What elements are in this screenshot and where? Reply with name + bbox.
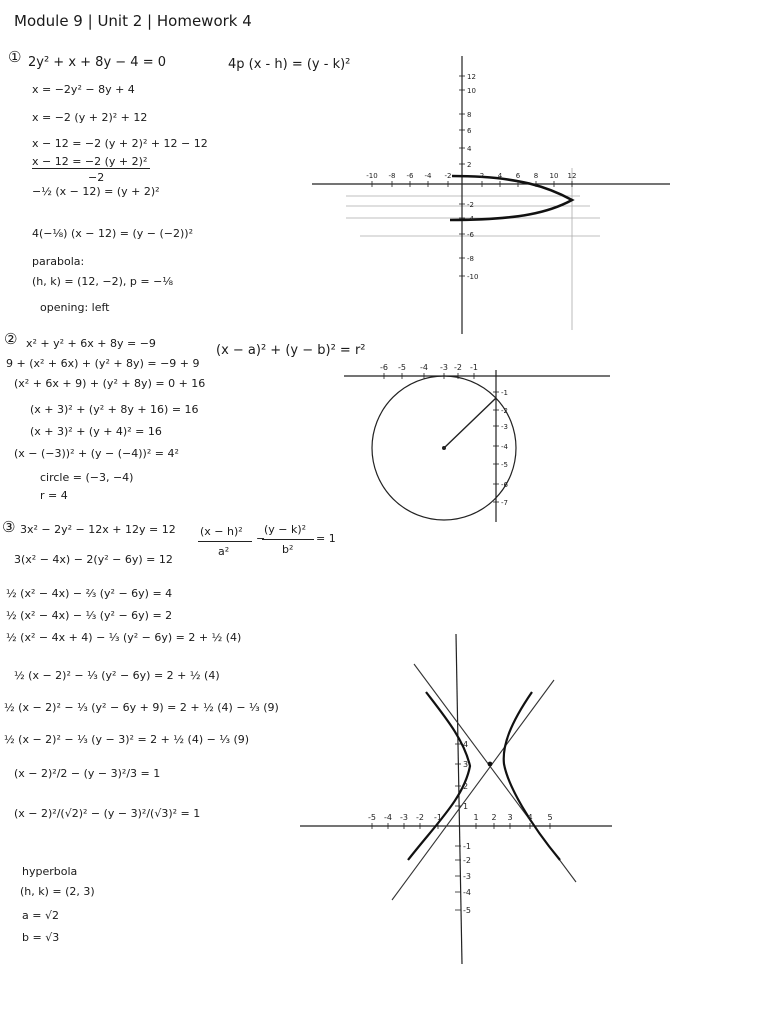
p1-line-2: x = −2y² − 8y + 4 [32, 83, 135, 96]
p3-y-tick-label: 4 [463, 740, 469, 749]
p1-x-tick-label: -6 [406, 172, 414, 180]
p3-y-tick-label: -4 [463, 888, 471, 897]
p1-line-11: opening: left [40, 301, 110, 314]
p3-line-3: ½ (x² − 4x) − ⅔ (y² − 6y) = 4 [6, 587, 173, 600]
p1-y-tick-label: -2 [467, 201, 474, 209]
p2-line-5: (x + 3)² + (y + 4)² = 16 [30, 425, 162, 438]
p3-line-10: (x − 2)²/(√2)² − (y − 3)²/(√3)² = 1 [14, 807, 201, 820]
p3-std-minus: − [256, 532, 266, 545]
p1-line-10: (h, k) = (12, −2), p = −⅛ [32, 275, 173, 288]
p3-y-tick-label: 1 [463, 802, 469, 811]
p2-line-2: 9 + (x² + 6x) + (y² + 8y) = −9 + 9 [6, 357, 200, 370]
p3-line-12: (h, k) = (2, 3) [20, 885, 95, 898]
p3-x-tick-label: 3 [507, 813, 513, 822]
p1-x-tick-label: 6 [515, 172, 521, 180]
hyperbola-left-branch [408, 692, 470, 860]
p2-y-tick-label: -1 [501, 389, 508, 397]
p1-y-tick-label: 12 [467, 73, 476, 81]
parabola-graph [300, 48, 680, 338]
p3-std-bar1 [198, 541, 252, 542]
p2-y-tick-label: -6 [501, 481, 508, 489]
problem-2-number: ② [4, 330, 18, 348]
p2-y-tick-label: -2 [501, 407, 508, 415]
circle-center [442, 446, 446, 450]
problem-3-number: ③ [2, 518, 16, 536]
p3-y-tick-label: -1 [463, 842, 471, 851]
p3-x-tick-label: 1 [473, 813, 479, 822]
circle-radius [444, 398, 496, 448]
p3-line-8: ½ (x − 2)² − ⅓ (y − 3)² = 2 + ½ (4) − ⅓ (9) [4, 733, 250, 746]
p2-x-tick-label: -5 [398, 363, 406, 372]
p1-line-9: parabola: [32, 255, 85, 268]
hyperbola-center [488, 762, 493, 767]
p2-x-tick-label: -3 [440, 363, 448, 372]
p1-line-3: x = −2 (y + 2)² + 12 [32, 111, 148, 124]
p2-line-4: (x + 3)² + (y² + 8y + 16) = 16 [30, 403, 199, 416]
p3-y-tick-label: 3 [463, 760, 469, 769]
p2-line-1: x² + y² + 6x + 8y = −9 [26, 337, 156, 350]
p1-line-1: 2y² + x + 8y − 4 = 0 [28, 55, 167, 70]
p3-line-9: (x − 2)²/2 − (y − 3)²/3 = 1 [14, 767, 161, 780]
p2-x-tick-label: -2 [454, 363, 462, 372]
page-title: Module 9 | Unit 2 | Homework 4 [14, 12, 252, 30]
p3-y-tick-label: -3 [463, 872, 471, 881]
p3-x-tick-label: -3 [400, 813, 408, 822]
p1-x-tick-label: 8 [533, 172, 539, 180]
p3-x-tick-label: -5 [368, 813, 376, 822]
problem-1-number: ① [8, 48, 22, 66]
p1-x-tick-label: 12 [567, 172, 577, 180]
p3-line-2: 3(x² − 4x) − 2(y² − 6y) = 12 [14, 553, 173, 566]
p2-y-tick-label: -3 [501, 423, 508, 431]
p3-std-den2: b² [282, 543, 294, 556]
p1-x-tick-label: -4 [424, 172, 432, 180]
p1-line-4: x − 12 = −2 (y + 2)² + 12 − 12 [32, 137, 208, 150]
p3-x-tick-label: -1 [434, 813, 442, 822]
p1-y-tick-label: 6 [467, 127, 472, 135]
p2-y-tick-label: -4 [501, 443, 508, 451]
p2-line-7: circle = (−3, −4) [40, 471, 134, 484]
p1-y-tick-label: -10 [467, 273, 479, 281]
p3-line-1: 3x² − 2y² − 12x + 12y = 12 [20, 523, 176, 536]
p2-standard-form: (x − a)² + (y − b)² = r² [216, 343, 366, 358]
p3-x-tick-label: 2 [491, 813, 497, 822]
p1-x-tick-label: -10 [366, 172, 378, 180]
hyperbola-graph [296, 628, 616, 968]
p3-x-tick-label: -4 [384, 813, 392, 822]
p1-line-6: −2 [88, 171, 105, 184]
p2-x-tick-label: -4 [420, 363, 428, 372]
p1-y-tick-label: -8 [467, 255, 474, 263]
p3-line-5: ½ (x² − 4x + 4) − ⅓ (y² − 6y) = 2 + ½ (4) [6, 631, 242, 644]
p3-line-4: ½ (x² − 4x) − ⅓ (y² − 6y) = 2 [6, 609, 173, 622]
p1-y-tick-label: 8 [467, 111, 472, 119]
p1-x-tick-label: 10 [549, 172, 559, 180]
p1-y-tick-label: -4 [467, 215, 474, 223]
p1-y-tick-label: -6 [467, 231, 474, 239]
p1-x-tick-label: -2 [444, 172, 452, 180]
p2-x-tick-label: -1 [470, 363, 478, 372]
p3-std-num2: (y − k)² [264, 523, 307, 536]
hyperbola-right-branch [504, 692, 560, 860]
p1-line-7: −½ (x − 12) = (y + 2)² [32, 185, 160, 198]
p1-y-tick-label: 2 [467, 161, 472, 169]
p2-line-8: r = 4 [40, 489, 68, 502]
p3-std-num1: (x − h)² [200, 525, 243, 538]
p3-std-bar2 [262, 539, 314, 540]
p2-y-tick-label: -7 [501, 499, 508, 507]
p3-x-tick-label: 4 [527, 813, 533, 822]
p3-std-rhs: = 1 [316, 532, 336, 545]
p2-line-3: (x² + 6x + 9) + (y² + 8y) = 0 + 16 [14, 377, 206, 390]
p1-x-tick-label: 4 [497, 172, 503, 180]
p3-x-tick-label: -2 [416, 813, 424, 822]
circle-graph [340, 350, 620, 530]
p3-y-tick-label: -2 [463, 856, 471, 865]
p3-x-tick-label: 5 [547, 813, 553, 822]
p1-y-tick-label: 4 [467, 145, 472, 153]
p1-line-5: x − 12 = −2 (y + 2)² [32, 155, 148, 168]
p1-y-tick-label: 10 [467, 87, 476, 95]
p3-line-7: ½ (x − 2)² − ⅓ (y² − 6y + 9) = 2 + ½ (4) − ⅓ (9) [4, 701, 279, 714]
p3-std-den1: a² [218, 545, 230, 558]
p1-fraction-bar [32, 168, 150, 169]
p3-line-14: b = √3 [22, 931, 60, 944]
p1-x-tick-label: -8 [388, 172, 396, 180]
p3-line-13: a = √2 [22, 909, 59, 922]
p2-y-tick-label: -5 [501, 461, 508, 469]
p3-line-6: ½ (x − 2)² − ⅓ (y² − 6y) = 2 + ½ (4) [14, 669, 220, 682]
p1-standard-form: 4p (x - h) = (y - k)² [228, 57, 351, 72]
p2-x-tick-label: -6 [380, 363, 388, 372]
p2-line-6: (x − (−3))² + (y − (−4))² = 4² [14, 447, 179, 460]
p3-y-tick-label: -5 [463, 906, 471, 915]
p1-line-8: 4(−⅛) (x − 12) = (y − (−2))² [32, 227, 193, 240]
p3-line-11: hyperbola [22, 865, 78, 878]
p3-y-tick-label: 2 [463, 782, 469, 791]
p1-x-tick-label: 2 [479, 172, 485, 180]
asymptote-line [392, 680, 554, 900]
